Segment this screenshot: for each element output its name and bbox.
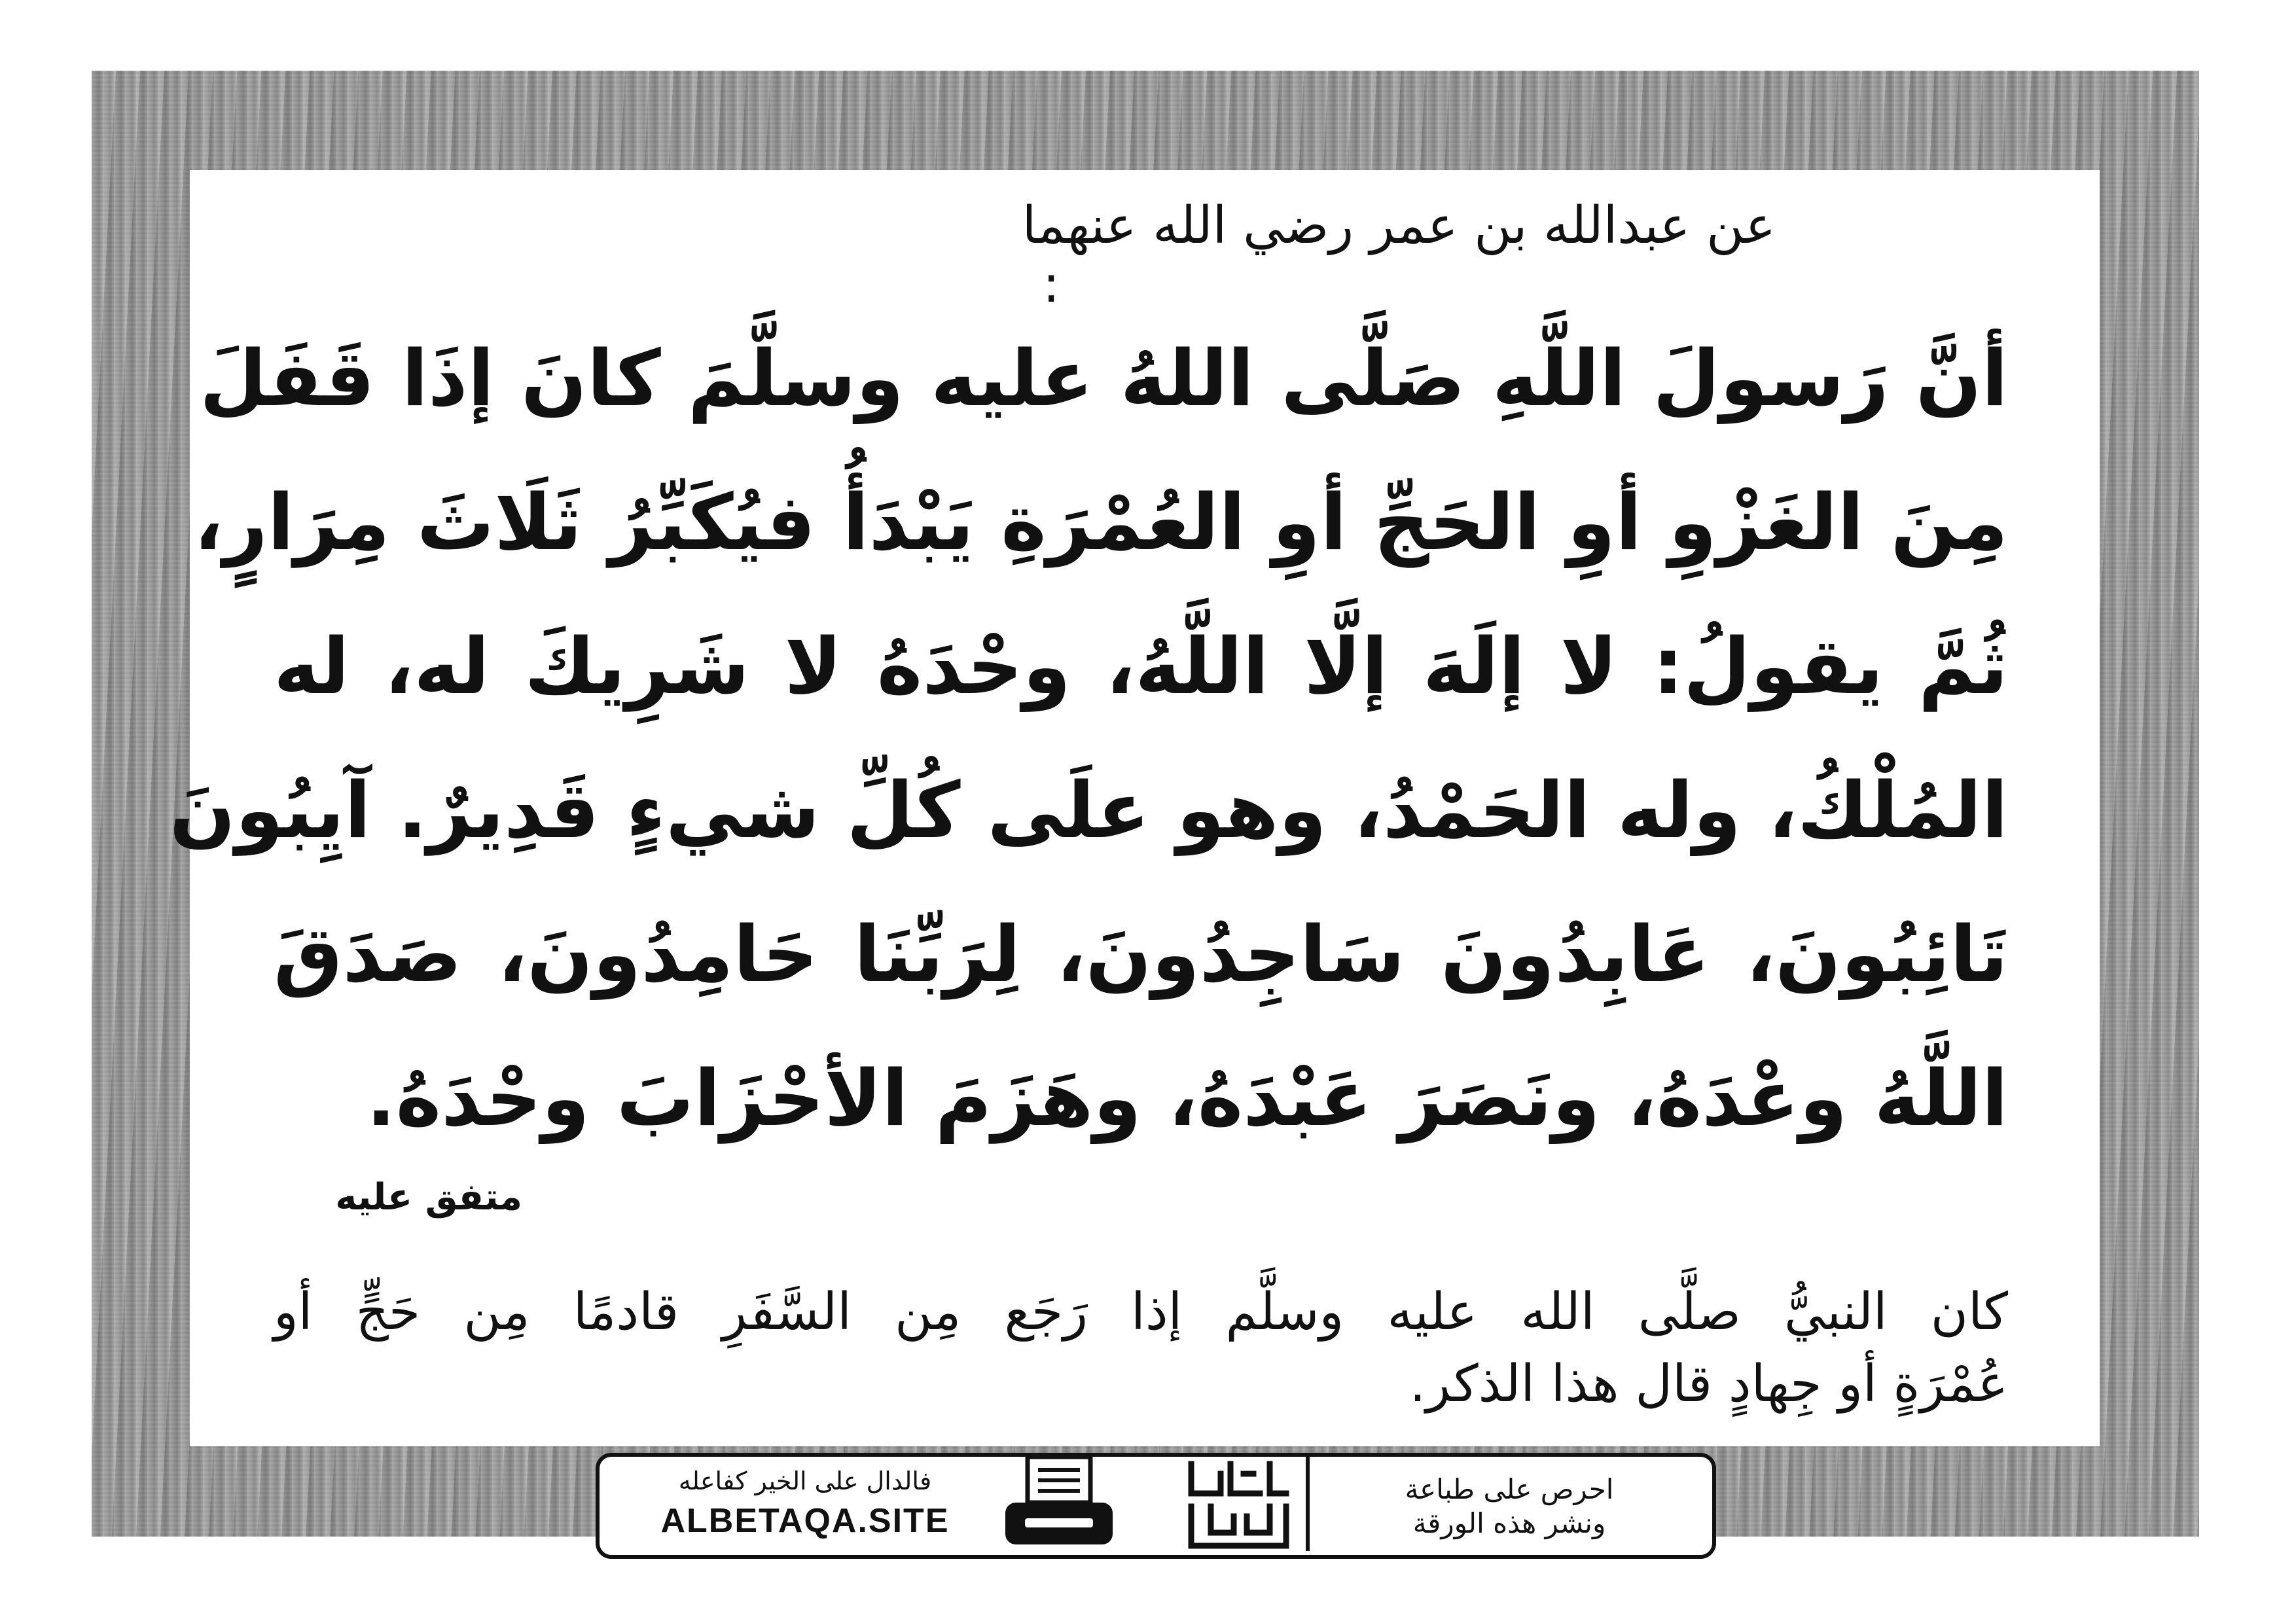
calligraphy-logo-icon <box>1181 1454 1293 1552</box>
narrator-heading <box>336 196 1776 314</box>
hadith-line: المُلْكُ، وله الحَمْدُ، وهو علَى كُلِّ شيءٍ قَدِيرٌ. آيِبُونَ <box>169 765 2008 855</box>
footer-print-reminder <box>1306 1453 1712 1551</box>
note-line: عُمْرَةٍ أو جِهادٍ قال هذا الذكر. <box>1409 1355 2008 1414</box>
hadith-line: مِنَ الغَزْوِ أوِ الحَجِّ أوِ العُمْرَةِ يَبْدَأُ فيُكَبِّرُ ثَلَاثَ مِرَارٍ، <box>194 477 2008 567</box>
note-line: كان النبيُّ صلَّى الله عليه وسلَّم إذا رَجَع مِن السَّفَرِ قادمًا مِن حَجٍّ أو <box>274 1283 2008 1342</box>
footer-site-box <box>609 1461 975 1546</box>
site-link[interactable]: ALBETAQA.SITE <box>660 1502 950 1540</box>
print-reminder-line: ونشر هذه الورقة <box>1412 1507 1606 1539</box>
printer-icon <box>1000 1452 1118 1556</box>
hadith-text <box>169 306 2008 1170</box>
print-reminder-line: احرص على طباعة <box>1405 1473 1614 1505</box>
hadith-line: اللَّهُ وعْدَهُ، ونَصَرَ عَبْدَهُ، وهَزَمَ الأحْزَابَ وحْدَهُ. <box>366 1053 2008 1143</box>
explanation-note <box>274 1276 2008 1420</box>
narrator-text: عن عبدالله بن عمر رضي الله عنهما <box>1022 196 1776 255</box>
hadith-line: أنَّ رَسولَ اللَّهِ صَلَّى اللهُ عليه وسلَّمَ كانَ إذَا قَفَلَ <box>200 333 2008 423</box>
hadith-line: ثُمَّ يقولُ: لا إلَهَ إلَّا اللَّهُ، وحْدَهُ لا شَرِيكَ له، له <box>274 621 2008 711</box>
hadith-source: متفق عليه <box>335 1176 522 1219</box>
narrator-colon: : <box>1043 255 1060 314</box>
hadith-line: تَائِبُونَ، عَابِدُونَ سَاجِدُونَ، لِرَبِّنَا حَامِدُونَ، صَدَقَ <box>274 909 2008 999</box>
slogan-text: فالدال على الخير كفاعله <box>678 1467 932 1495</box>
